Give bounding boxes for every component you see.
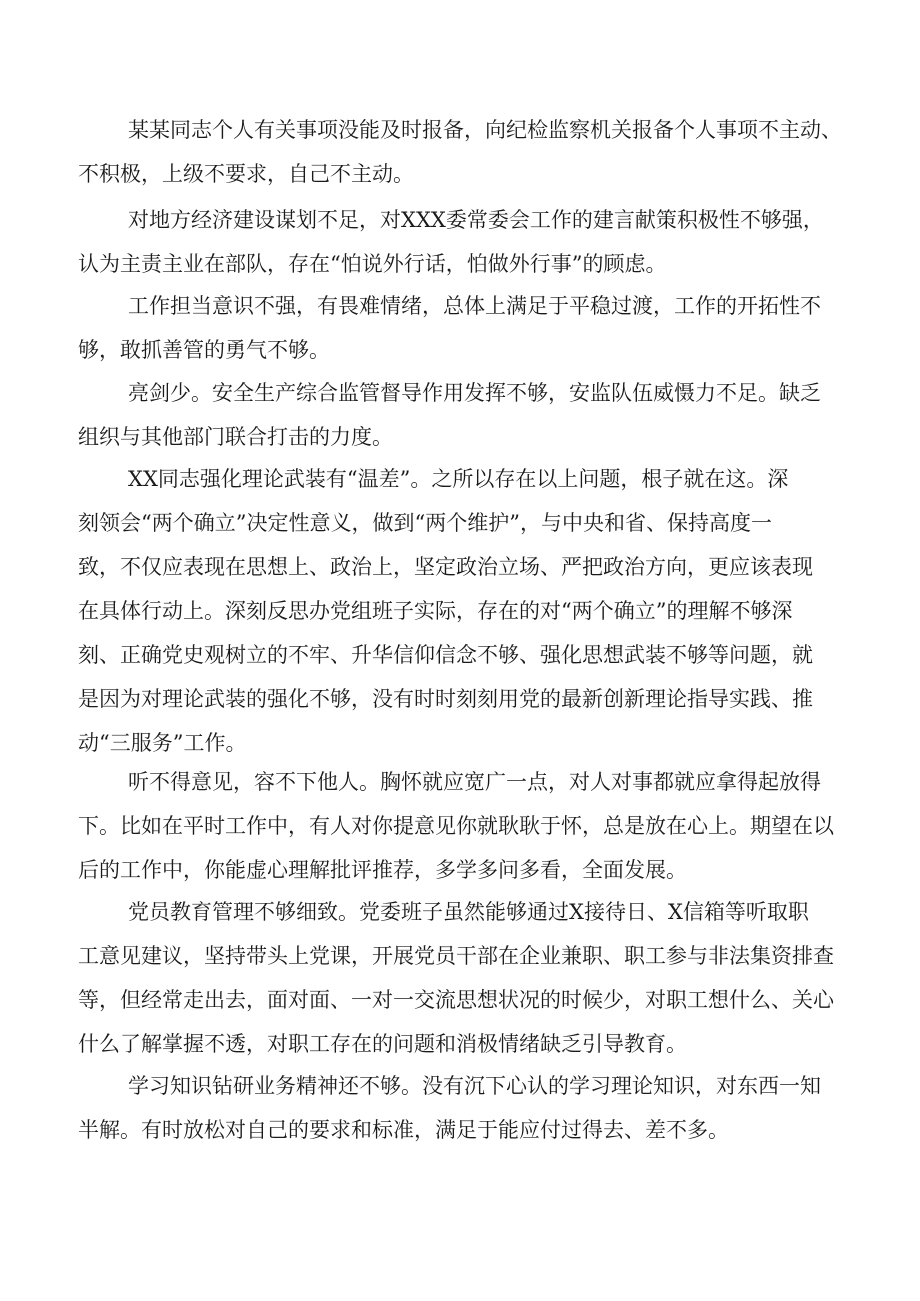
text-line: 致，不仅应表现在思想上、政治上，坚定政治立场、严把政治方向，更应该表现 bbox=[78, 555, 813, 579]
text-line: 下。比如在平时工作中，有人对你提意见你就耿耿于怀，总是放在心上。期望在以 bbox=[78, 814, 834, 838]
text-line: XX同志强化理论武装有“温差”。之所以存在以上问题，根子就在这。深 bbox=[128, 467, 789, 491]
text-line: 不积极，上级不要求，自己不主动。 bbox=[78, 162, 414, 186]
paragraph bbox=[78, 371, 858, 459]
text-line: 工作担当意识不强，有畏难情绪，总体上满足于平稳过渡，工作的开拓性不 bbox=[128, 294, 821, 318]
text-line: 刻领会“两个确立”决定性意义，做到“两个维护”，与中央和省、保持高度一 bbox=[78, 511, 772, 535]
paragraph bbox=[78, 760, 858, 892]
text-line: 亮剑少。安全生产综合监管督导作用发挥不够，安监队伍威慑力不足。缺乏 bbox=[128, 381, 821, 405]
text-line: 工意见建议，坚持带头上党课，开展党员干部在企业兼职、职工参与非法集资排查 bbox=[78, 944, 834, 968]
text-line: 够，敢抓善管的勇气不够。 bbox=[78, 338, 330, 362]
text-line: 某某同志个人有关事项没能及时报备，向纪检监察机关报备个人事项不主动、 bbox=[128, 118, 842, 142]
text-line: 在具体行动上。深刻反思办党组班子实际，存在的对“两个确立”的理解不够深 bbox=[78, 599, 793, 623]
text-line: 后的工作中，你能虚心理解批评推荐，多学多问多看，全面发展。 bbox=[78, 858, 687, 882]
text-line: 组织与其他部门联合打击的力度。 bbox=[78, 425, 393, 449]
paragraph bbox=[78, 890, 858, 1066]
text-line: 学习知识钻研业务精神还不够。没有沉下心认的学习理论知识，对东西一知 bbox=[128, 1074, 821, 1098]
paragraph bbox=[78, 198, 858, 286]
text-line: 认为主责主业在部队，存在“怕说外行话，怕做外行事”的顾虑。 bbox=[78, 252, 667, 276]
paragraph bbox=[78, 1064, 858, 1152]
text-line: 刻、正确党史观树立的不牢、升华信仰信念不够、强化思想武装不够等问题，就 bbox=[78, 643, 813, 667]
paragraph bbox=[78, 284, 858, 372]
paragraph bbox=[78, 457, 858, 765]
text-line: 动“三服务”工作。 bbox=[78, 731, 247, 755]
text-line: 党员教育管理不够细致。党委班子虽然能够通过X接待日、X信箱等听取职 bbox=[128, 900, 809, 924]
text-line: 是因为对理论武装的强化不够，没有时时刻刻用党的最新创新理论指导实践、推 bbox=[78, 687, 813, 711]
text-line: 等，但经常走出去，面对面、一对一交流思想状况的时候少，对职工想什么、关心 bbox=[78, 988, 834, 1012]
text-line: 对地方经济建设谋划不足，对XXX委常委会工作的建言献策积极性不够强， bbox=[128, 208, 824, 232]
text-line: 半解。有时放松对自己的要求和标准，满足于能应付过得去、差不多。 bbox=[78, 1118, 729, 1142]
text-line: 听不得意见，容不下他人。胸怀就应宽广一点，对人对事都就应拿得起放得 bbox=[128, 770, 821, 794]
paragraph bbox=[78, 108, 858, 196]
text-line: 什么了解掌握不透，对职工存在的问题和消极情绪缺乏引导教育。 bbox=[78, 1032, 687, 1056]
